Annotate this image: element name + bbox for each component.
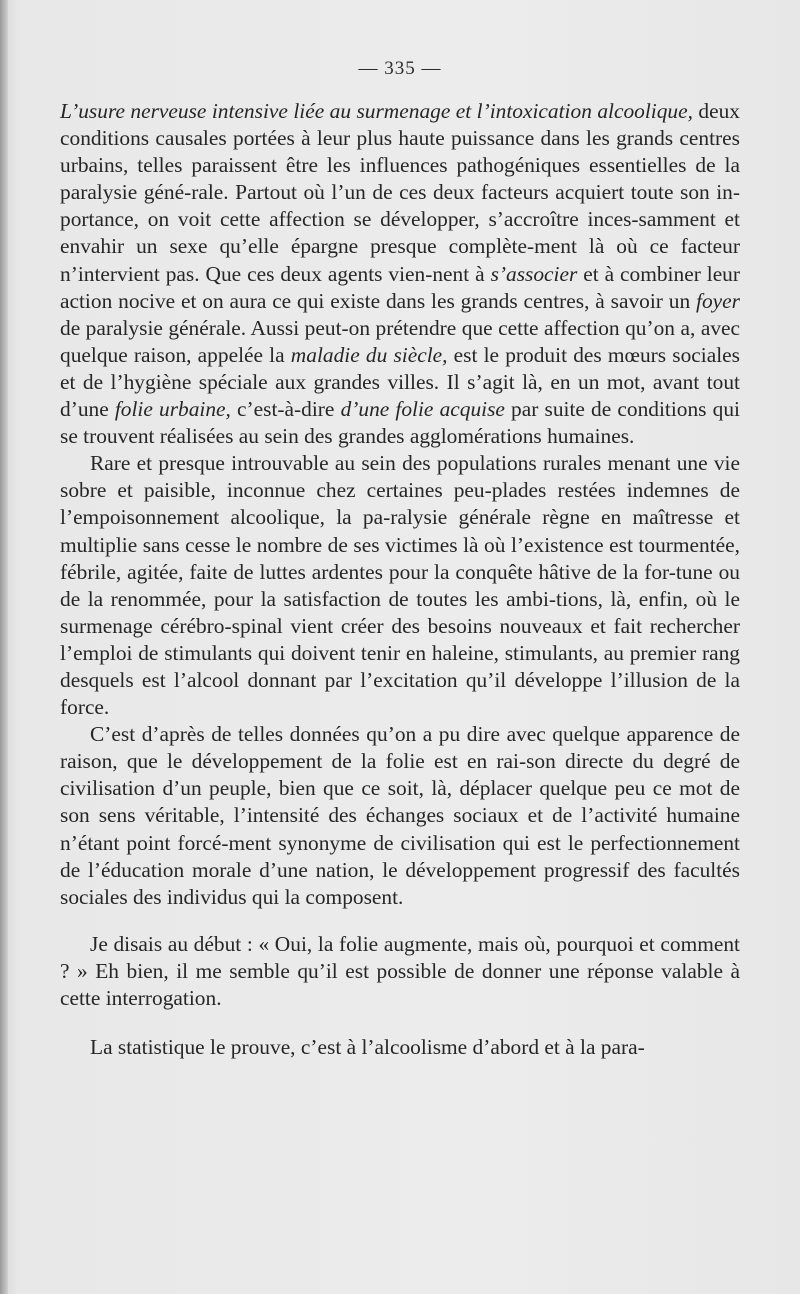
text-segment: c’est-à-dire <box>230 397 341 422</box>
text-segment: La statistique le prouve, c’est à l’alcoolisme d’abord et à la para- <box>90 1035 645 1060</box>
body-text <box>60 98 740 1061</box>
italic-text-segment: foyer <box>696 288 740 313</box>
paragraph <box>60 450 740 721</box>
italic-text-segment: s’associer <box>490 261 578 286</box>
text-segment: Rare et presque introuvable au sein des populations rurales menant une vie sobre et paisible, inconnue chez certaines peu-plades restées indemnes de l’empoisonnement alcoolique, la pa-ralysie générale règne en maîtresse et multiplie sans cesse le nombre de ses victimes là où l’existence est tourmentée, fébrile, agitée, faite de luttes ardentes pour la conquête hâtive de la for-tune ou de la renommée, pour la satisfaction de toutes les ambi-tions, là, enfin, où le surmenage cérébro-spinal vient créer des besoins nouveaux et fait rechercher l’emploi de stimulants qui doivent tenir en haleine, stimulants, au premier rang desquels est l’alcool donnant par l’excitation qu’il développe l’illusion de la force. <box>60 451 740 720</box>
text-segment: Je disais au début : « Oui, la folie augmente, mais où, pourquoi et comment ? » Eh bien, il me semble qu’il est possible de donner une réponse valable à cette interrogation. <box>60 931 740 1010</box>
text-segment: et à combiner leur action nocive et on aura ce qui existe dans les grands centres, à savoir un <box>60 261 741 313</box>
text-segment: deux conditions causales portées à leur plus haute puissance dans les grands centres urbains, telles paraissent être les influences pathogéniques essentielles de la paralysie géné-rale. Partout où l’un de ces deux facteurs acquiert toute son in-portance, on voit cette affection se développer, s’accroître inces-samment et envahir un sexe qu’elle épargne presque complète-ment là où ce facteur n’intervient pas. Que ces deux agents vien-nent à <box>60 99 740 286</box>
text-segment: C’est d’après de telles données qu’on a pu dire avec quelque apparence de raison, que le développement de la folie est en rai-son directe du degré de civilisation d’un peuple, bien que ce soit, là, déplacer quelque peu ce mot de son sens véritable, l’intensité des échanges sociaux et de l’activité humaine n’étant point forcé-ment synonyme de civilisation qui est le perfectionnement de l’éducation morale d’une nation, le développement progressif des facultés sociales des individus qui la composent. <box>60 722 740 909</box>
text-segment: de paralysie générale. Aussi peut-on prétendre que cette affection qu’on a, avec quelque raison, appelée la <box>60 315 740 367</box>
text-segment: par suite de conditions qui se trouvent réalisées au sein des grandes agglomérations humaines. <box>60 397 740 449</box>
italic-text-segment: folie urbaine, <box>114 397 231 422</box>
text-segment: est le produit des mœurs sociales et de l’hygiène spéciale aux grandes villes. Il s’agit là, en un mot, avant tout d’une <box>60 342 740 422</box>
paragraph <box>60 98 740 450</box>
italic-text-segment: maladie du siècle, <box>290 342 448 367</box>
binding-gutter <box>0 0 8 1294</box>
italic-text-segment: L’usure nerveuse intensive liée au surmenage et l’intoxication alcoolique, <box>60 99 693 123</box>
italic-text-segment: d’une folie acquise <box>340 397 505 422</box>
paragraph <box>60 721 740 911</box>
paragraph <box>60 931 740 1012</box>
paragraph <box>60 1034 740 1061</box>
page-number: — 335 — <box>358 58 442 79</box>
